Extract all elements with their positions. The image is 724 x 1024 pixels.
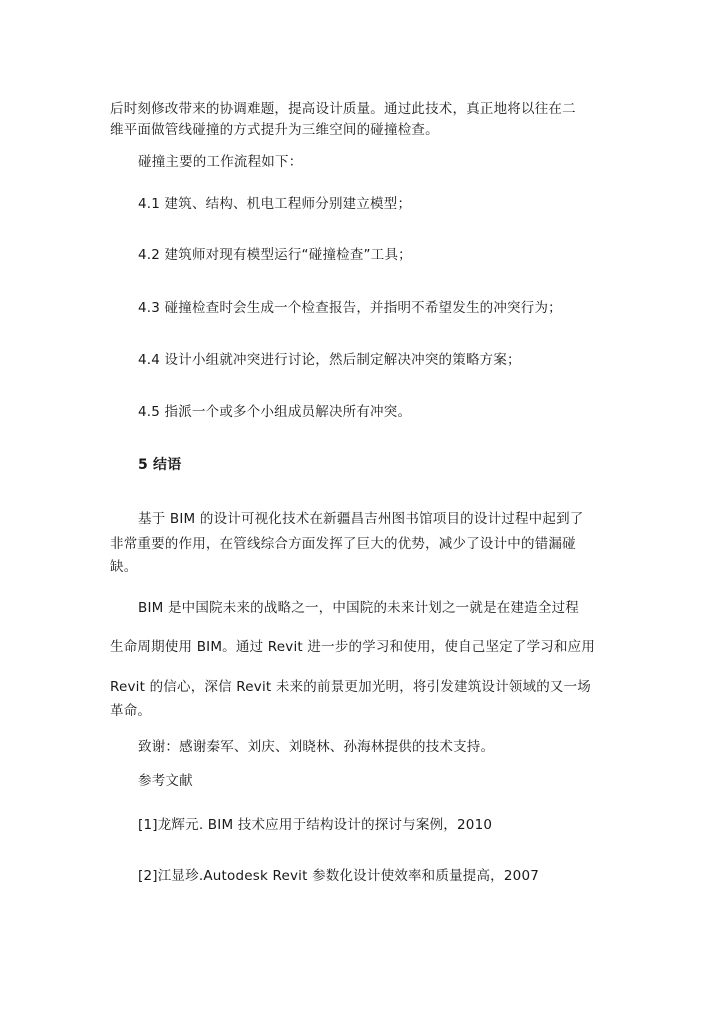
conclusion-p1-line-1: 基于 BIM 的设计可视化技术在新疆昌吉州图书馆项目的设计过程中起到了 (138, 511, 584, 527)
workflow-step-4-4: 4.4 设计小组就冲突进行讨论，然后制定解决冲突的策略方案； (138, 352, 521, 368)
conclusion-p2-line-1: BIM 是中国院未来的战略之一，中国院的未来计划之一就是在建造全过程 (138, 600, 579, 616)
workflow-step-4-5: 4.5 指派一个或多个小组成员解决所有冲突。 (138, 404, 412, 420)
intro-line-2: 维平面做管线碰撞的方式提升为三维空间的碰撞检查。 (110, 122, 439, 138)
workflow-intro: 碰撞主要的工作流程如下： (138, 154, 303, 170)
conclusion-heading: 5 结语 (138, 457, 182, 473)
conclusion-p2-line-4: 革命。 (110, 703, 152, 719)
reference-1: [1]龙辉元. BIM 技术应用于结构设计的探讨与案例，2010 (138, 817, 493, 833)
workflow-step-4-3: 4.3 碰撞检查时会生成一个检查报告，并指明不希望发生的冲突行为； (138, 300, 562, 316)
workflow-step-4-1: 4.1 建筑、结构、机电工程师分别建立模型； (138, 196, 412, 212)
references-heading: 参考文献 (138, 773, 193, 789)
conclusion-p2-line-3: Revit 的信心，深信 Revit 未来的前景更加光明，将引发建筑设计领域的又一场 (110, 679, 591, 695)
intro-line-1: 后时刻修改带来的协调难题，提高设计质量。通过此技术，真正地将以往在二 (110, 101, 576, 117)
conclusion-p1-line-2: 非常重要的作用，在管线综合方面发挥了巨大的优势，减少了设计中的错漏碰 (110, 536, 576, 552)
conclusion-p1-line-3: 缺。 (110, 559, 138, 575)
workflow-step-4-2: 4.2 建筑师对现有模型运行“碰撞检查”工具； (138, 247, 412, 263)
conclusion-p2-line-2: 生命周期使用 BIM。通过 Revit 进一步的学习和使用，使自己坚定了学习和应用 (110, 639, 596, 655)
acknowledgement: 致谢：感谢秦军、刘庆、刘晓林、孙海林提供的技术支持。 (138, 739, 495, 755)
reference-2: [2]江显珍.Autodesk Revit 参数化设计使效率和质量提高，2007 (138, 868, 540, 884)
